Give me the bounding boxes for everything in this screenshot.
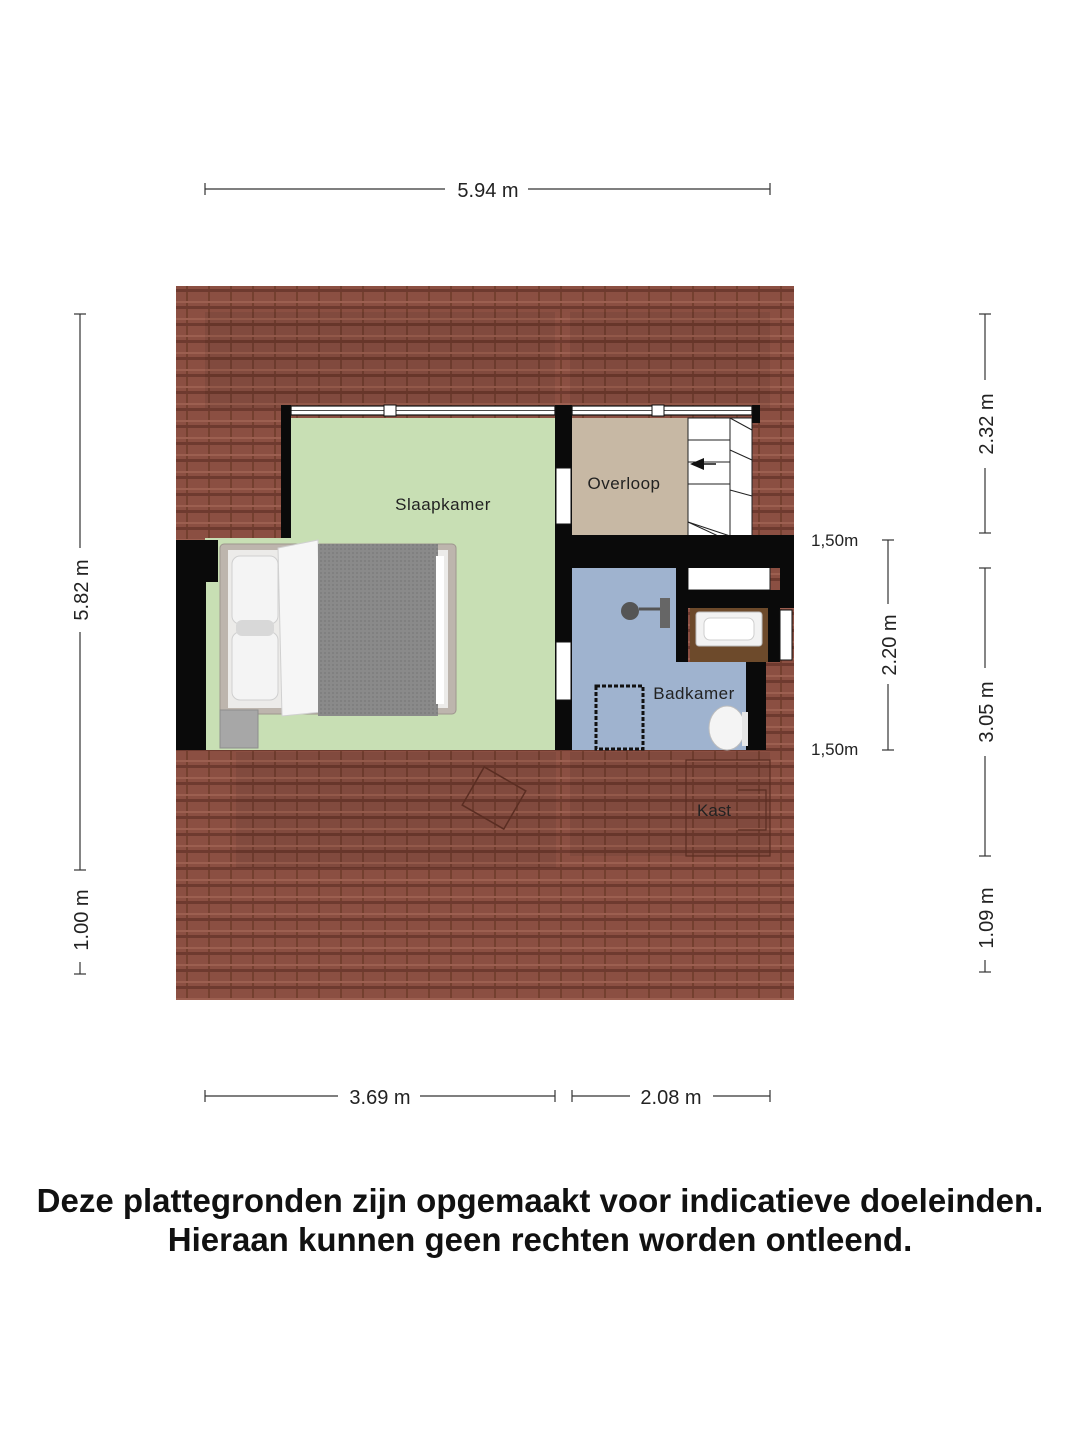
room-label-slaapkamer: Slaapkamer — [395, 495, 491, 514]
bathroom-window — [780, 610, 792, 660]
top-window-landing — [572, 405, 752, 416]
room-label-kast: Kast — [696, 801, 732, 820]
room-label-overloop: Overloop — [587, 474, 661, 493]
dimension-label: 3.69 m — [349, 1087, 411, 1109]
dimension-left — [71, 314, 93, 974]
dimension-label: 5.94 m — [457, 180, 519, 202]
toilet — [709, 706, 748, 750]
door-bedroom-bathroom — [556, 642, 571, 700]
bathroom-floor — [572, 568, 676, 750]
dimension-label: 2.20 m — [879, 614, 901, 676]
room-label-badkamer: Badkamer — [653, 684, 735, 703]
dimension-label: 5.82 m — [71, 559, 93, 621]
dimension-label: 3.05 m — [976, 681, 998, 743]
dimension-label: 2.08 m — [640, 1087, 702, 1109]
disclaimer-line-2: Hieraan kunnen geen rechten worden ontleend. — [167, 1221, 913, 1258]
dimension-label: 2.32 m — [976, 393, 998, 455]
height-mark-lower: 1,50m — [811, 740, 859, 759]
height-mark-upper: 1,50m — [811, 531, 859, 550]
dimension-top-width — [205, 180, 770, 202]
nightstand — [220, 710, 258, 748]
door-bedroom-landing — [556, 468, 571, 524]
dimension-bottom — [205, 1087, 770, 1109]
dimension-inner-height — [811, 531, 901, 759]
top-window-bedroom — [291, 405, 555, 416]
dimension-label: 1.00 m — [71, 889, 93, 951]
sink-cabinet — [690, 608, 768, 662]
bedroom-roof-corner — [205, 418, 290, 538]
dimension-label: 1.09 m — [976, 887, 998, 949]
disclaimer-line-1: Deze plattegronden zijn opgemaakt voor indicatieve doeleinden. — [36, 1182, 1044, 1219]
dimension-right — [976, 314, 998, 972]
